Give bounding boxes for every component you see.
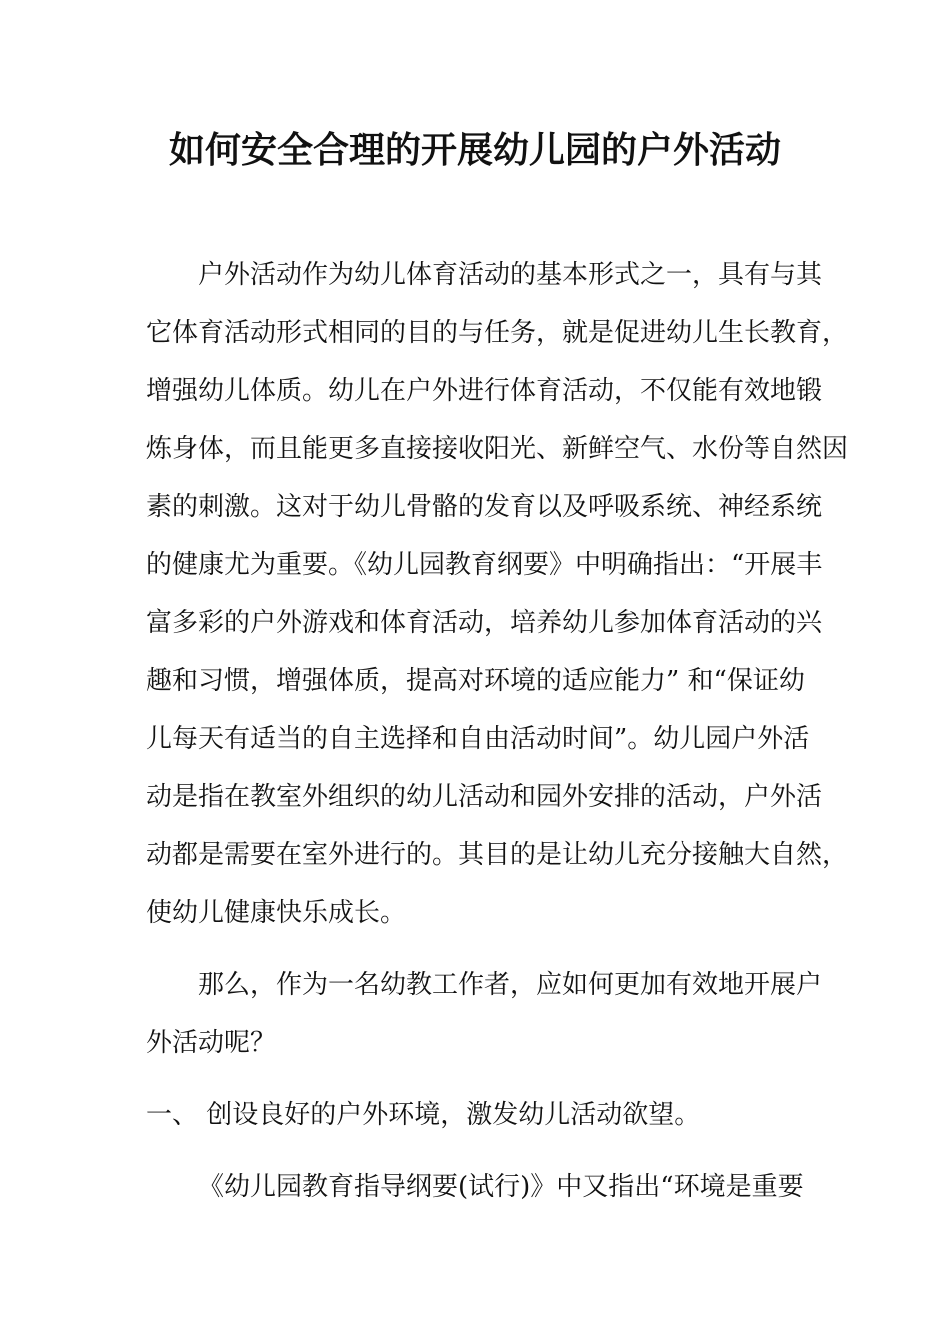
document-body — [146, 246, 849, 1216]
paragraph-line: 炼身体，而且能更多直接接收阳光、新鲜空气、水份等自然因 — [146, 434, 849, 464]
paragraph-spacer — [146, 942, 810, 956]
paragraph-line: 户外活动作为幼儿体育活动的基本形式之一，具有与其 — [198, 260, 823, 290]
paragraph-line: 使幼儿健康快乐成长。 — [146, 898, 407, 928]
document-title: 如何安全合理的开展幼儿园的户外活动 — [168, 129, 781, 171]
paragraph-line: 素的刺激。这对于幼儿骨骼的发育以及呼吸系统、神经系统 — [146, 492, 823, 522]
paragraph-line: 动都是需要在室外进行的。其目的是让幼儿充分接触大自然， — [146, 840, 849, 870]
paragraph-line: 外活动呢？ — [146, 1028, 277, 1058]
paragraph-1 — [146, 246, 849, 942]
paragraph-2 — [146, 956, 823, 1072]
paragraph-line: 富多彩的户外游戏和体育活动，培养幼儿参加体育活动的兴 — [146, 608, 823, 638]
paragraph-line: 增强幼儿体质。幼儿在户外进行体育活动，不仅能有效地锻 — [146, 376, 823, 406]
paragraph-line: 它体育活动形式相同的目的与任务，就是促进幼儿生长教育， — [146, 318, 849, 348]
paragraph-line: 趣和习惯，增强体质，提高对环境的适应能力” 和“保证幼 — [146, 666, 805, 696]
paragraph-line: 动是指在教室外组织的幼儿活动和园外安排的活动，户外活 — [146, 782, 823, 812]
paragraph-line: 《幼儿园教育指导纲要(试行)》中又指出“环境是重要 — [198, 1172, 804, 1202]
section-heading-1 — [146, 1086, 810, 1144]
paragraph-line: 那么，作为一名幼教工作者，应如何更加有效地开展户 — [198, 970, 823, 1000]
paragraph-line: 的健康尤为重要。《幼儿园教育纲要》中明确指出：“开展丰 — [146, 550, 823, 580]
paragraph-spacer — [146, 1072, 810, 1086]
paragraph-spacer — [146, 1144, 810, 1158]
paragraph-line: 儿每天有适当的自主选择和自由活动时间”。幼儿园户外活 — [146, 724, 810, 754]
heading-line: 一、 创设良好的户外环境，激发幼儿活动欲望。 — [146, 1100, 701, 1130]
paragraph-3 — [146, 1158, 810, 1216]
